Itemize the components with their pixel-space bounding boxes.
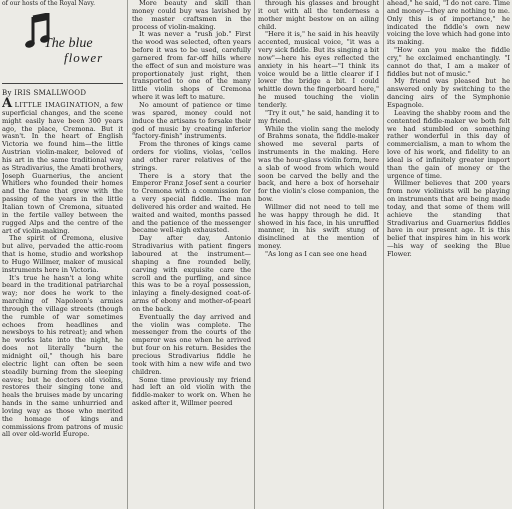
body-paragraph: Leaving the shabby room and the contented fiddle-maker we both felt we had stumbled on something rather wonderful in this day of commercialism, a man to whom the love of his work, and fidelity to an ideal is of infinitely greater import than the gain of money or the urgence of time. (387, 108, 510, 180)
article-column-3 (258, 0, 379, 259)
body-paragraph: "Try it out," he said, handing it to my friend. (258, 108, 379, 125)
body-paragraph: More beauty and skill than money could buy was lavished by the master craftsmen in the process of violin-making. (132, 0, 251, 31)
body-paragraph: It was never a "rush job." First the wood was selected, often years before it was to be used, carefully garnered from far-off hills where the effect of sun and moisture was proportionately just right, then transported to one of the many little violin shops of Cremona where it was left to mature. (132, 30, 251, 102)
lead-paragraph (2, 98, 123, 235)
body-paragraph: While the violin sang the melody of Brahms sonata, the fiddle-maker showed me several parts of instruments in the making. Here was the hour-glass violin form, here a slab of wood from which would soon be carved the belly and the back, and here a box of horsehair for the violin's close companion, the bow. (258, 124, 379, 204)
column-divider (127, 0, 128, 509)
banner-subtitle: flower (64, 50, 104, 65)
body-paragraph: Willmer did not need to tell me he was happy through he did. It showed in his face, in his unruffled manner, in his swift stung of disinclined at the mention of money. (258, 202, 379, 251)
body-paragraph: There is a story that the Emperor Franz Josef sent a courier to Cremona with a commission for a very special fiddle. The man delivered his order and waited. He waited and waited, months passed and the patience of the messenger became well-nigh exhausted. (132, 171, 251, 235)
lead-text: a few superficial changes, and the scene might easily have been 300 years ago, the place, Cremona. But it wasn't. In the heart of English Victoria we found him—the little Austrian violin-maker, beloved of his art in the same traditional way as Stradivarius, the Amati brothers, Joseph Guarnerius, the ancient Whitlers who founded their homes and the fame that grew with the passing of the years in the little Italian town of Cremona, situated in the fertile valley between the rugged Alps and the centre of the art of violin-making. (2, 101, 123, 235)
article-banner (2, 7, 123, 83)
body-paragraph: ahead," he said, "I do not care. Time and money—they are nothing to me. Only this is of importance," he indicated the fiddle's own new voicing the love which had gone into its making. (387, 0, 510, 47)
byline: By IRIS SMALLWOOD (2, 89, 87, 97)
body-paragraph: "Here it is," he said in his heavily accented, musical voice, "it was a very sick fiddle. But its singing a bit now"—here his eyes reflected the anxiety in his heart—"I think its voice would be a little clearer if I lower the bridge a bit. I could whittle down the fingerboard here," he mused touching the violin tenderly. (258, 30, 379, 109)
body-paragraph: "How can you make the fiddle cry," he exclaimed enchantingly. "I cannot do that, I am a maker of fiddles but not of music." (387, 46, 510, 78)
column-header-fragment: of our hosts of the Royal Navy. (2, 0, 96, 7)
body-paragraph: Eventually the day arrived and the violin was complete. The messenger from the courts of the emperor was one when he arrived but four on his return. Besides the precious Stradivarius fiddle he took with him a new wife and two children. (132, 312, 251, 376)
body-paragraph: Some time previously my friend had left an old violin with the fiddle-maker to work on. When he asked after it, Willmer peered (132, 375, 251, 408)
banner-title: The blue (44, 36, 93, 51)
body-paragraph: through his glasses and brought it out with all the tenderness a mother might bestow on an ailing child. (258, 0, 379, 31)
article-column-4 (387, 0, 510, 259)
body-paragraph: No amount of patience or time was spared, money could not induce the artisans to forsake their god of music by creating inferior "factory-finish" instruments. (132, 100, 251, 141)
body-paragraph: Day after day, Antonio Stradivarius with patient fingers laboured at the instrument—shaping a fine rounded belly, carving with exquisite care the scroll and the purfling, and since this was to be a royal possession, inlaying a finely-designed coat-of-arms of ebony and mother-of-pearl on the back. (132, 234, 251, 313)
body-paragraph: It's true he hasn't a long white beard in the traditional patriarchal way; nor does he work to the marching of Napoleon's armies through the village streets (though the rumble of war sometimes echoes from headlines and newsboys to his retreat); and when he works late into the night, he does not literally "burn the midnight oil," though his bare electric light can often be seen steadily burning from the sleeping eaves; but he doctors old violins, restores their singing tone and heals the bruises made by uncaring hands in the same unhurried and loving way as those who merited the homage of kings and commissions from patrons of music all over old-world Europe. (2, 273, 123, 439)
body-paragraph: My friend was pleased but he answered only by switching to the dancing airs of the Symphonie Espagnole. (387, 77, 510, 109)
drop-cap: A (2, 96, 13, 111)
lead-caps: LITTLE IMAGINATION, (14, 101, 102, 109)
article-column-1 (2, 0, 123, 439)
body-paragraph: Willmer believes that 200 years from now violinists will be playing on instruments that are being made today, and that some of them will achieve the standing that Stradivarius and Guarnerius fiddles have in our present age. It is this belief that inspires him in his work—his way of seeking the Blue Flower. (387, 179, 510, 258)
body-paragraph: The spirit of Cremona, elusive but alive, pervaded the attic-room that is home, studio and workshop to Hugo Willmer, maker of musical instruments here in Victoria. (2, 234, 123, 274)
column-divider (383, 0, 384, 509)
body-paragraph: From the thrones of kings came orders for violins, violas, 'cellos and other rarer relatives of the strings. (132, 140, 251, 172)
article-column-2 (132, 0, 251, 408)
banner-divider (2, 83, 123, 84)
body-paragraph: "As long as I can see one head (265, 250, 367, 258)
column-divider (254, 0, 255, 509)
